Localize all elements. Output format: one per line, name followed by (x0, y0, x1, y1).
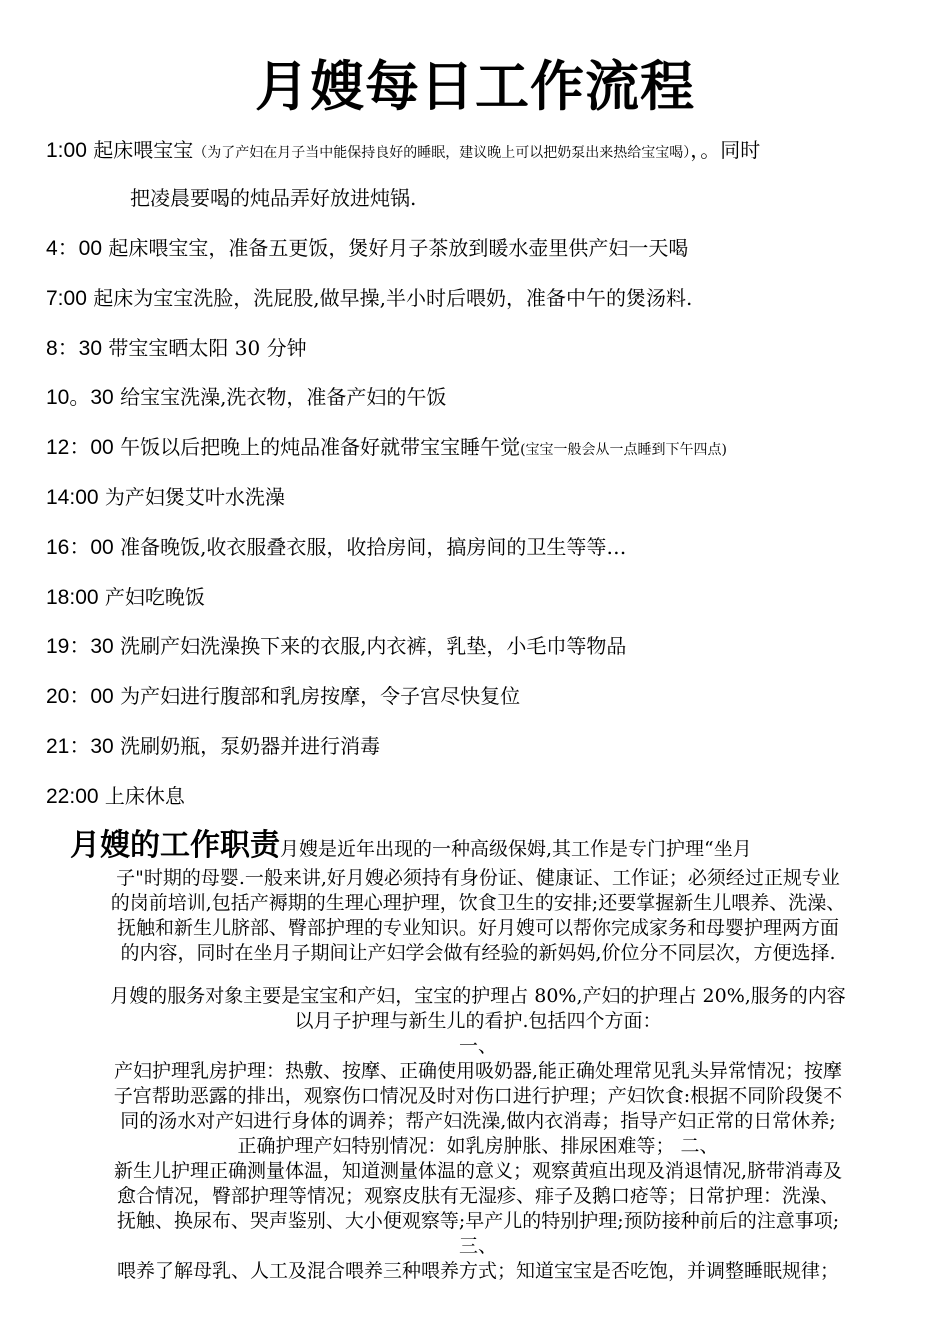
schedule-time: 10。30 (46, 386, 114, 409)
schedule-text: 洗刷奶瓶，泵奶器并进行消毒 (120, 734, 381, 758)
schedule-row (46, 483, 910, 512)
schedule-time: 4：00 (46, 237, 103, 260)
paragraph-line: 产妇护理乳房护理：热敷、按摩、正确使用吸奶器,能正确处理常见乳头异常情况；按摩 (113, 1060, 843, 1082)
paragraph-line: 新生儿护理正确测量体温，知道测量体温的意义；观察黄疸出现及消退情况,脐带消毒及 (113, 1160, 843, 1182)
schedule-time: 8：30 (46, 337, 103, 360)
schedule-note: (宝宝一般会从一点睡到下午四点) (520, 442, 728, 458)
schedule-text: 洗刷产妇洗澡换下来的衣服,内衣裤，乳垫，小毛巾等物品 (120, 634, 627, 658)
paragraph-line: 的岗前培训,包括产褥期的生理心理护理，饮食卫生的安排;还要掌握新生儿喂养、洗澡、 (110, 892, 846, 914)
schedule-row (46, 533, 910, 562)
schedule-time: 7:00 (46, 287, 87, 310)
schedule-time: 12：00 (46, 436, 114, 459)
duties-section (48, 826, 908, 1284)
schedule-row (46, 732, 910, 761)
schedule-row (46, 136, 910, 167)
schedule-text: 准备晚饭,收衣服叠衣服，收拾房间，搞房间的卫生等等… (120, 535, 627, 559)
paragraph-gap (48, 966, 908, 984)
paragraph-line: 子"时期的母婴.一般来讲,好月嫂必须持有身份证、健康证、工作证；必须经过正规专业 (116, 867, 840, 889)
paragraph-line: 抚触和新生儿脐部、臀部护理的专业知识。好月嫂可以帮你完成家务和母婴护理两方面 (116, 917, 839, 939)
paragraph-line: 正确护理产妇特别情况：如乳房肿胀、排尿困难等； 二、 (237, 1135, 719, 1157)
schedule-tail: ，。同时 (690, 138, 761, 162)
schedule-text: 产妇吃晚饭 (104, 585, 205, 609)
schedule-row (46, 433, 910, 464)
schedule-text: 为产妇煲艾叶水洗澡 (104, 485, 285, 509)
schedule-row (46, 632, 910, 661)
duties-intro-first (48, 826, 908, 866)
paragraph-line: 喂养了解母乳、人工及混合喂养三种喂养方式；知道宝宝是否吃饱，并调整睡眠规律； (116, 1260, 839, 1282)
schedule-time: 18:00 (46, 586, 99, 609)
schedule-text: 给宝宝洗澡,洗衣物，准备产妇的午饭 (120, 385, 447, 409)
schedule-text: 为产妇进行腹部和乳房按摩，令子宫尽快复位 (120, 684, 521, 708)
schedule-time: 1:00 (46, 139, 87, 162)
schedule-row (46, 234, 910, 263)
paragraph-line: 的内容，同时在坐月子期间让产妇学会做有经验的新妈妈,价位分不同层次，方便选择. (120, 942, 836, 964)
schedule-text: 起床为宝宝洗脸，洗屁股,做早操,半小时后喂奶，准备中午的煲汤料. (93, 286, 693, 310)
paragraph-line: 月嫂的服务对象主要是宝宝和产妇，宝宝的护理占 80%,产妇的护理占 20%,服务的内容 (110, 985, 846, 1007)
schedule-text: 起床喂宝宝 (93, 138, 194, 162)
schedule-time: 16：00 (46, 536, 114, 559)
page-title: 月嫂每日工作流程 (255, 55, 695, 118)
schedule-note: （为了产妇在月子当中能保持良好的睡眠，建议晚上可以把奶泵出来热给宝宝喝） (193, 145, 691, 161)
paragraph-line: 抚触、换尿布、哭声鉴别、大小便观察等;早产儿的特别护理;预防接种前后的注意事项; (116, 1210, 840, 1232)
paragraph-line: 同的汤水对产妇进行身体的调养；帮产妇洗澡,做内衣消毒；指导产妇正常的日常休养; (120, 1110, 836, 1132)
intro-text: 月嫂是近年出现的一种高级保姆,其工作是专门护理“坐月 (280, 838, 752, 860)
schedule-time: 14:00 (46, 486, 99, 509)
schedule-time: 22:00 (46, 785, 99, 808)
schedule-text: 带宝宝晒太阳 30 分钟 (108, 336, 307, 360)
schedule-time: 20：00 (46, 685, 114, 708)
schedule-time: 21：30 (46, 735, 114, 758)
schedule-text: 午饭以后把晚上的炖品准备好就带宝宝睡午觉 (120, 435, 521, 459)
schedule-row (46, 583, 910, 612)
paragraph-line: 愈合情况，臀部护理等情况；观察皮肤有无湿疹、痱子及鹅口疮等；日常护理：洗澡、 (116, 1185, 839, 1207)
schedule-row (46, 782, 910, 811)
paragraph-line: 以月子护理与新生儿的看护.包括四个方面： (294, 1010, 662, 1032)
schedule-text: 上床休息 (104, 784, 185, 808)
schedule-row (46, 284, 910, 313)
schedule-row (46, 383, 910, 412)
schedule-text: 起床喂宝宝，准备五更饭，煲好月子茶放到暖水壶里供产妇一天喝 (108, 236, 689, 260)
paragraph-line: 三、 (458, 1235, 497, 1257)
paragraph-line: 一、 (458, 1035, 497, 1057)
schedule-continuation: 把凌晨要喝的炖品弄好放进炖锅. (130, 186, 417, 210)
paragraph-line: 子宫帮助恶露的排出，观察伤口情况及时对伤口进行护理；产妇饮食:根据不同阶段煲不 (113, 1085, 843, 1107)
section-heading: 月嫂的工作职责 (70, 828, 280, 863)
schedule-time: 19：30 (46, 635, 114, 658)
schedule-row (46, 334, 910, 363)
schedule-row (46, 682, 910, 711)
